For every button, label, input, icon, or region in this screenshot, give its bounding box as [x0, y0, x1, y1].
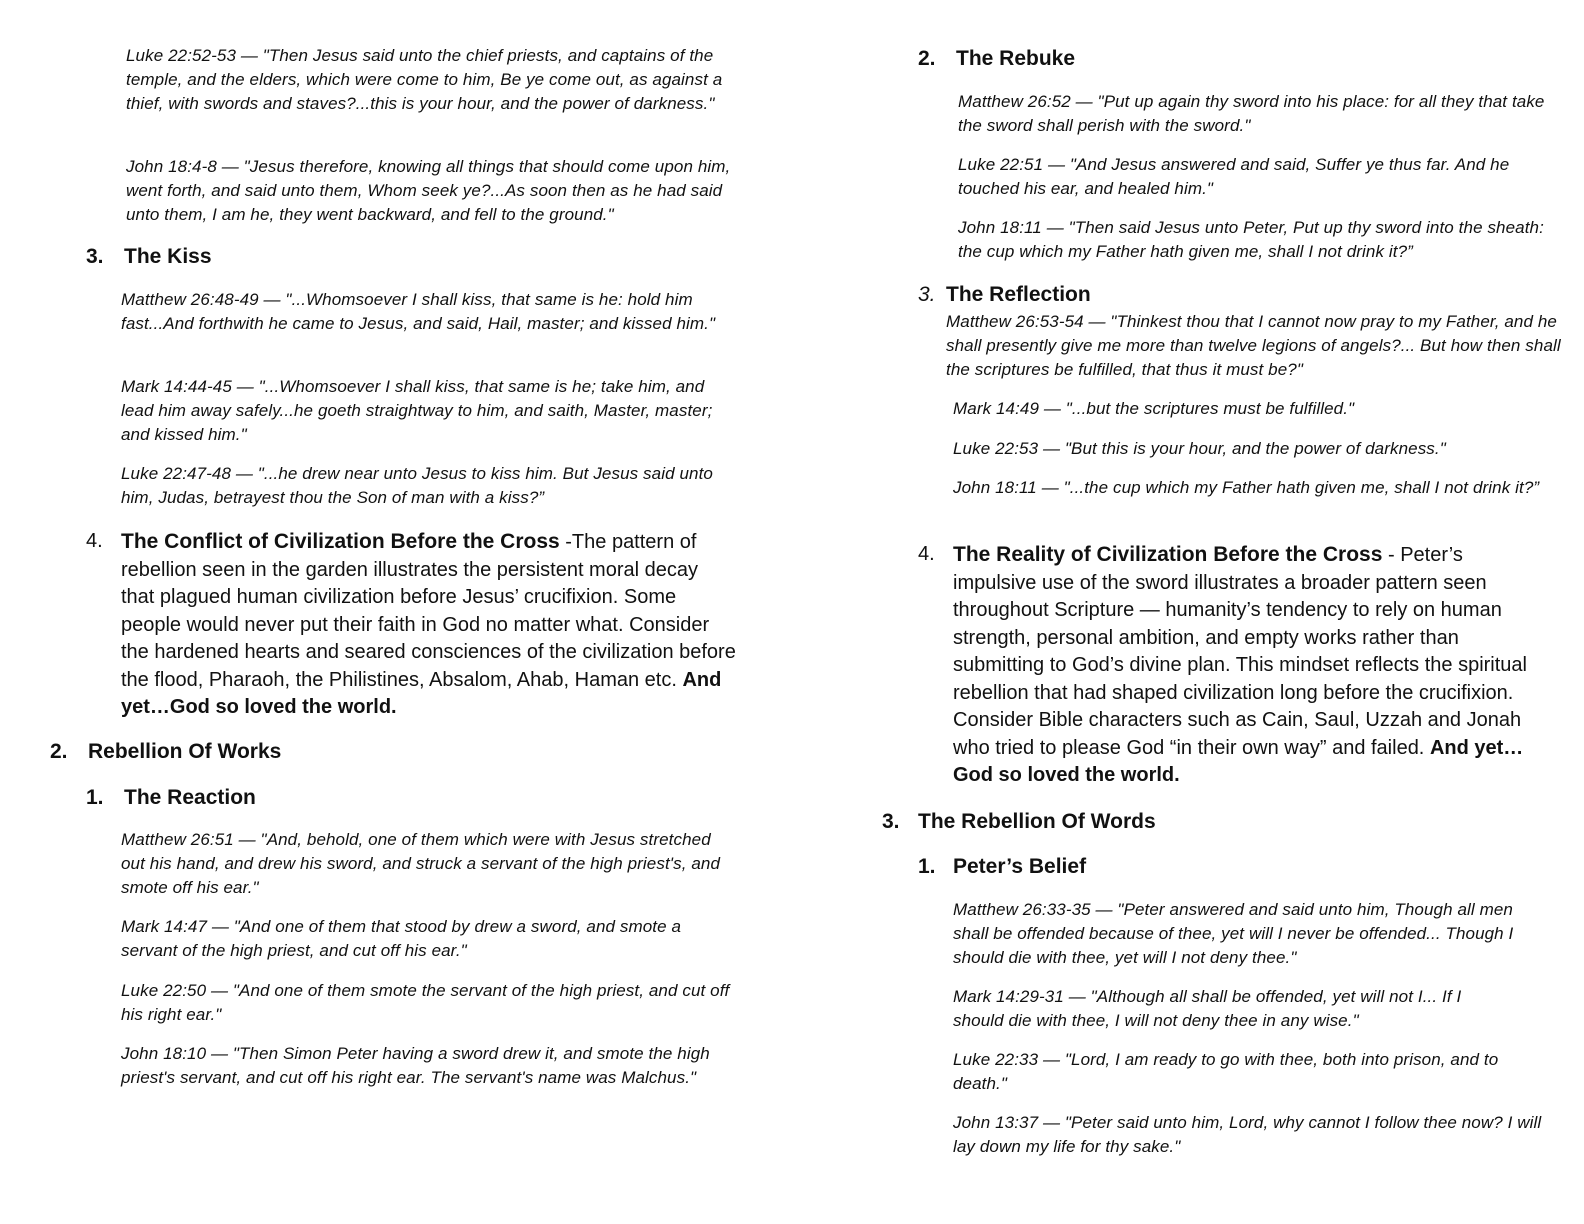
conflict-body: -The pattern of rebellion seen in the garden illustrates the persistent moral decay that plagued human civilization before Jesus’ crucifixion. Some people would never put their faith in God no matter what. Consider the hardened hearts and seared consciences of the civilization before the flood, Pharaoh, the Philistines, Absalom, Ahab, Haman etc.	[121, 531, 736, 691]
heading-title: Peter’s Belief	[953, 855, 1087, 878]
verse-luke-22-53: Luke 22:53 — "But this is your hour, and the power of darkness."	[953, 439, 1446, 458]
heading-number: 1.	[918, 855, 936, 878]
verse-luke-22-33: Luke 22:33 — "Lord, I am ready to go with thee, both into prison, and to death."	[953, 1050, 1499, 1093]
verse-matthew-26-51: Matthew 26:51 — "And, behold, one of them which were with Jesus stretched out his hand, and drew his sword, and struck a servant of the high priest's, and smote off his ear."	[121, 830, 721, 897]
verse-matthew-26-52: Matthew 26:52 — "Put up again thy sword into his place: for all they that take the sword shall perish with the sword."	[958, 92, 1545, 135]
heading-peters-belief	[918, 854, 1086, 880]
verse-john-18-4: John 18:4-8 — "Jesus therefore, knowing all things that should come upon him, went forth, and said unto them, Whom seek ye?...As soon then as he had said unto them, I am he, they went backward, and fell to the ground."	[126, 157, 731, 224]
verse-john-13-37: John 13:37 — "Peter said unto him, Lord, why cannot I follow thee now? I will lay down my life for thy sake."	[953, 1113, 1542, 1156]
reality-closing: And yet… God so loved the world.	[953, 736, 1524, 786]
heading-the-reaction	[86, 785, 256, 811]
section-reality	[918, 541, 1548, 790]
section-conflict	[86, 528, 746, 722]
conflict-title: The Conflict of Civilization Before the Cross	[121, 530, 560, 553]
reality-paragraph	[953, 541, 1543, 790]
heading-the-rebuke	[918, 46, 1075, 72]
verse-mark-14-47: Mark 14:47 — "And one of them that stood by drew a sword, and smote a servant of the high priest, and cut off his ear."	[121, 917, 682, 960]
verse-matthew-26-33: Matthew 26:33-35 — "Peter answered and said unto him, Though all men shall be offended because of thee, yet will I never be offended... Though I should die with thee, yet will I not deny thee."	[953, 900, 1514, 967]
reality-body: - Peter’s impulsive use of the sword illustrates a broader pattern seen throughout Scripture — humanity’s tendency to rely on human strength, personal ambition, and empty works rather than submitting to God’s divine plan. This mindset reflects the spiritual rebellion that had shaped civilization long before the crucifixion. Consider Bible characters such as Cain, Saul, Uzzah and Jonah who tried to please God “in their own way” and failed.	[953, 544, 1527, 759]
verse-luke-22-47: Luke 22:47-48 — "...he drew near unto Jesus to kiss him. But Jesus said unto him, Judas, betrayest thou the Son of man with a kiss?”	[121, 464, 713, 507]
section-number: 4.	[918, 543, 935, 565]
heading-title: The Reflection	[946, 283, 1091, 306]
heading-title: The Rebellion Of Words	[918, 810, 1156, 833]
section-number: 4.	[86, 530, 103, 552]
verse-luke-22-51: Luke 22:51 — "And Jesus answered and said, Suffer ye thus far. And he touched his ear, and healed him."	[958, 155, 1510, 198]
reality-title: The Reality of Civilization Before the Cross	[953, 543, 1383, 566]
heading-rebellion-of-words	[882, 809, 1156, 835]
verse-john-18-11-reflection: John 18:11 — "...the cup which my Father hath given me, shall I not drink it?”	[953, 478, 1540, 497]
verse-matthew-26-53: Matthew 26:53-54 — "Thinkest thou that I cannot now pray to my Father, and he shall presently give me more than twelve legions of angels?... But how then shall the scriptures be fulfilled, that thus it must be?"	[946, 312, 1561, 379]
heading-number: 2.	[918, 47, 936, 70]
conflict-closing: And yet…God so loved the world.	[121, 668, 722, 718]
heading-number: 2.	[50, 740, 68, 763]
heading-title: The Rebuke	[956, 47, 1076, 70]
verse-john-18-11-rebuke: John 18:11 — "Then said Jesus unto Peter, Put up thy sword into the sheath: the cup which my Father hath given me, shall I not drink it?”	[958, 218, 1544, 261]
heading-number: 1.	[86, 786, 104, 809]
verse-luke-22-52: Luke 22:52-53 — "Then Jesus said unto the chief priests, and captains of the temple, and the elders, which were come to him, Be ye come out, as against a thief, with swords and staves?...this is your hour, and the power of darkness."	[126, 46, 723, 113]
heading-rebellion-of-works	[50, 739, 281, 765]
verse-luke-22-50: Luke 22:50 — "And one of them smote the servant of the high priest, and cut off his right ear."	[121, 981, 730, 1024]
heading-number: 3.	[882, 810, 900, 833]
conflict-paragraph	[121, 528, 736, 722]
heading-title: Rebellion Of Works	[88, 740, 282, 763]
heading-the-kiss	[86, 244, 212, 270]
heading-title: The Kiss	[124, 245, 212, 268]
heading-title: The Reaction	[124, 786, 256, 809]
heading-number: 3.	[86, 245, 104, 268]
verse-matthew-26-48: Matthew 26:48-49 — "...Whomsoever I shall kiss, that same is he: hold him fast...And forthwith he came to Jesus, and said, Hail, master; and kissed him."	[121, 290, 716, 333]
verse-mark-14-29: Mark 14:29-31 — "Although all shall be offended, yet will not I... If I should die with thee, I will not deny thee in any wise."	[953, 987, 1462, 1030]
verse-john-18-10: John 18:10 — "Then Simon Peter having a sword drew it, and smote the high priest's servant, and cut off his right ear. The servant's name was Malchus."	[121, 1044, 710, 1087]
heading-the-reflection	[918, 282, 1091, 308]
verse-mark-14-44: Mark 14:44-45 — "...Whomsoever I shall kiss, that same is he; take him, and lead him away safely...he goeth straightway to him, and saith, Master, master; and kissed him."	[121, 377, 713, 444]
heading-number: 3.	[918, 283, 936, 306]
verse-mark-14-49: Mark 14:49 — "...but the scriptures must be fulfilled."	[953, 399, 1355, 418]
